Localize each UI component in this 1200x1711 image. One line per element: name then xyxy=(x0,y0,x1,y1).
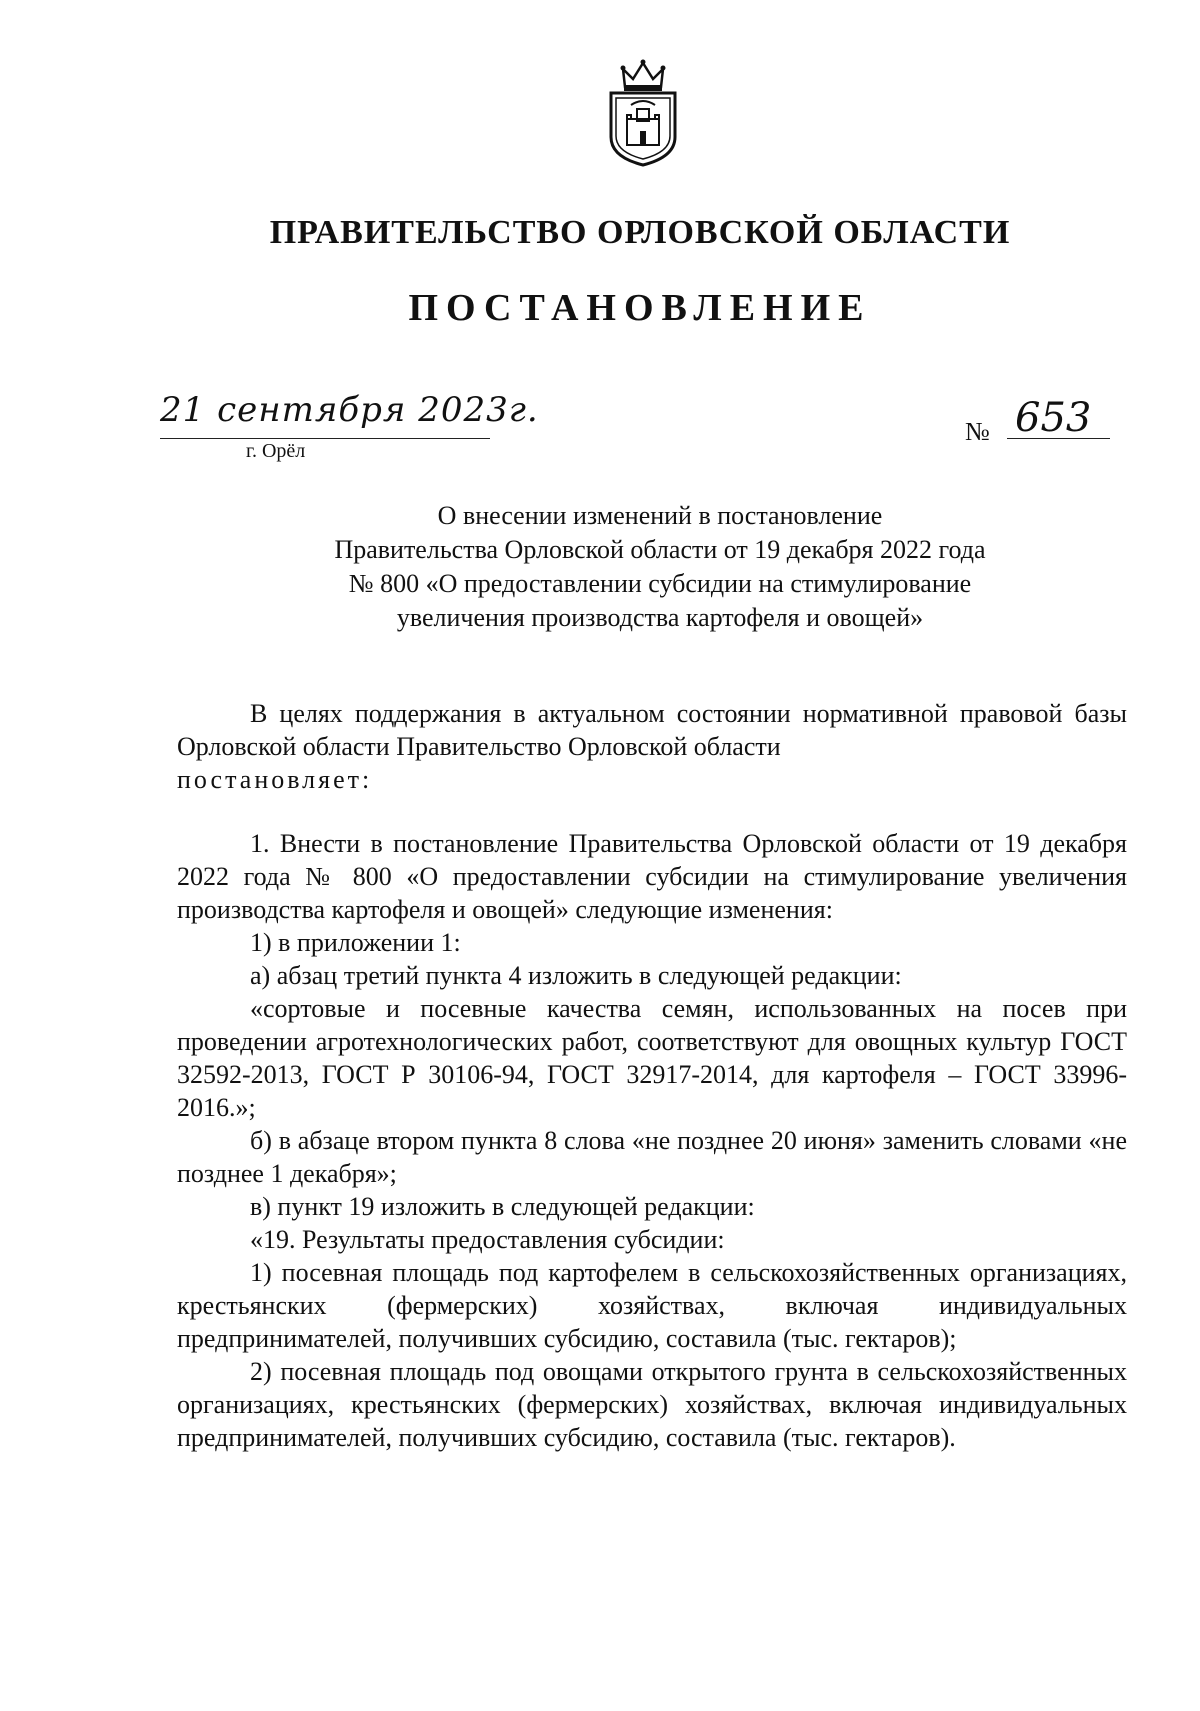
government-title: ПРАВИТЕЛЬСТВО ОРЛОВСКОЙ ОБЛАСТИ xyxy=(269,214,1011,251)
decree-paragraph: б) в абзаце втором пункта 8 слова «не позднее 20 июня» заменить словами «не позднее 1 декабря»; xyxy=(177,1126,1127,1188)
decree-word: постановляет: xyxy=(177,765,373,794)
subject-line: № 800 «О предоставлении субсидии на стимулирование xyxy=(348,569,972,598)
handwritten-number: 653 xyxy=(1015,395,1092,441)
decree-paragraph: 2) посевная площадь под овощами открытого грунта в сельскохозяйственных организациях, крестьянских (фермерских) хозяйствах, включая индивидуальных предпринимателей, получивших субсидию, составила (тыс. гектаров). xyxy=(177,1357,1127,1452)
number-underline xyxy=(1007,438,1110,439)
subject-line: Правительства Орловской области от 19 декабря 2022 года xyxy=(334,535,986,564)
document-type-title: ПОСТАНОВЛЕНИЕ xyxy=(408,287,872,329)
date-underline xyxy=(160,438,490,439)
decree-paragraph: а) абзац третий пункта 4 изложить в следующей редакции: xyxy=(250,961,902,990)
coat-of-arms-icon xyxy=(603,57,683,167)
decree-paragraph: в) пункт 19 изложить в следующей редакции: xyxy=(250,1192,755,1221)
preamble xyxy=(177,697,1127,796)
decree-paragraph: 1) в приложении 1: xyxy=(250,928,461,957)
decree-paragraph: «сортовые и посевные качества семян, использованных на посев при проведении агротехнологических работ, соответствуют для овощных культур ГОСТ 32592-2013, ГОСТ Р 30106-94, ГОСТ 32917-2014, для картофеля – ГОСТ 33996-2016.»; xyxy=(177,994,1127,1122)
preamble-text: В целях поддержания в актуальном состоянии нормативной правовой базы Орловской области Правительство Орловской области xyxy=(177,699,1127,761)
city-label: г. Орёл xyxy=(246,440,306,462)
decree-items xyxy=(177,827,1127,1454)
number-sign: № xyxy=(965,417,990,446)
decree-paragraph: «19. Результаты предоставления субсидии: xyxy=(250,1225,725,1254)
handwritten-date: 21 сентября 2023г. xyxy=(160,390,539,430)
preamble-paragraph xyxy=(177,697,1127,796)
subject-line: О внесении изменений в постановление xyxy=(437,501,883,530)
decree-paragraph: 1) посевная площадь под картофелем в сельскохозяйственных организациях, крестьянских (фермерских) хозяйствах, включая индивидуальных предпринимателей, получивших субсидию, составила (тыс. гектаров); xyxy=(177,1258,1127,1353)
decree-paragraph: 1. Внести в постановление Правительства Орловской области от 19 декабря 2022 года № 800 «О предоставлении субсидии на стимулирование увеличения производства картофеля и овощей» следующие изменения: xyxy=(177,829,1127,924)
document-subject xyxy=(180,499,1140,635)
subject-line: увеличения производства картофеля и овощей» xyxy=(396,603,924,632)
